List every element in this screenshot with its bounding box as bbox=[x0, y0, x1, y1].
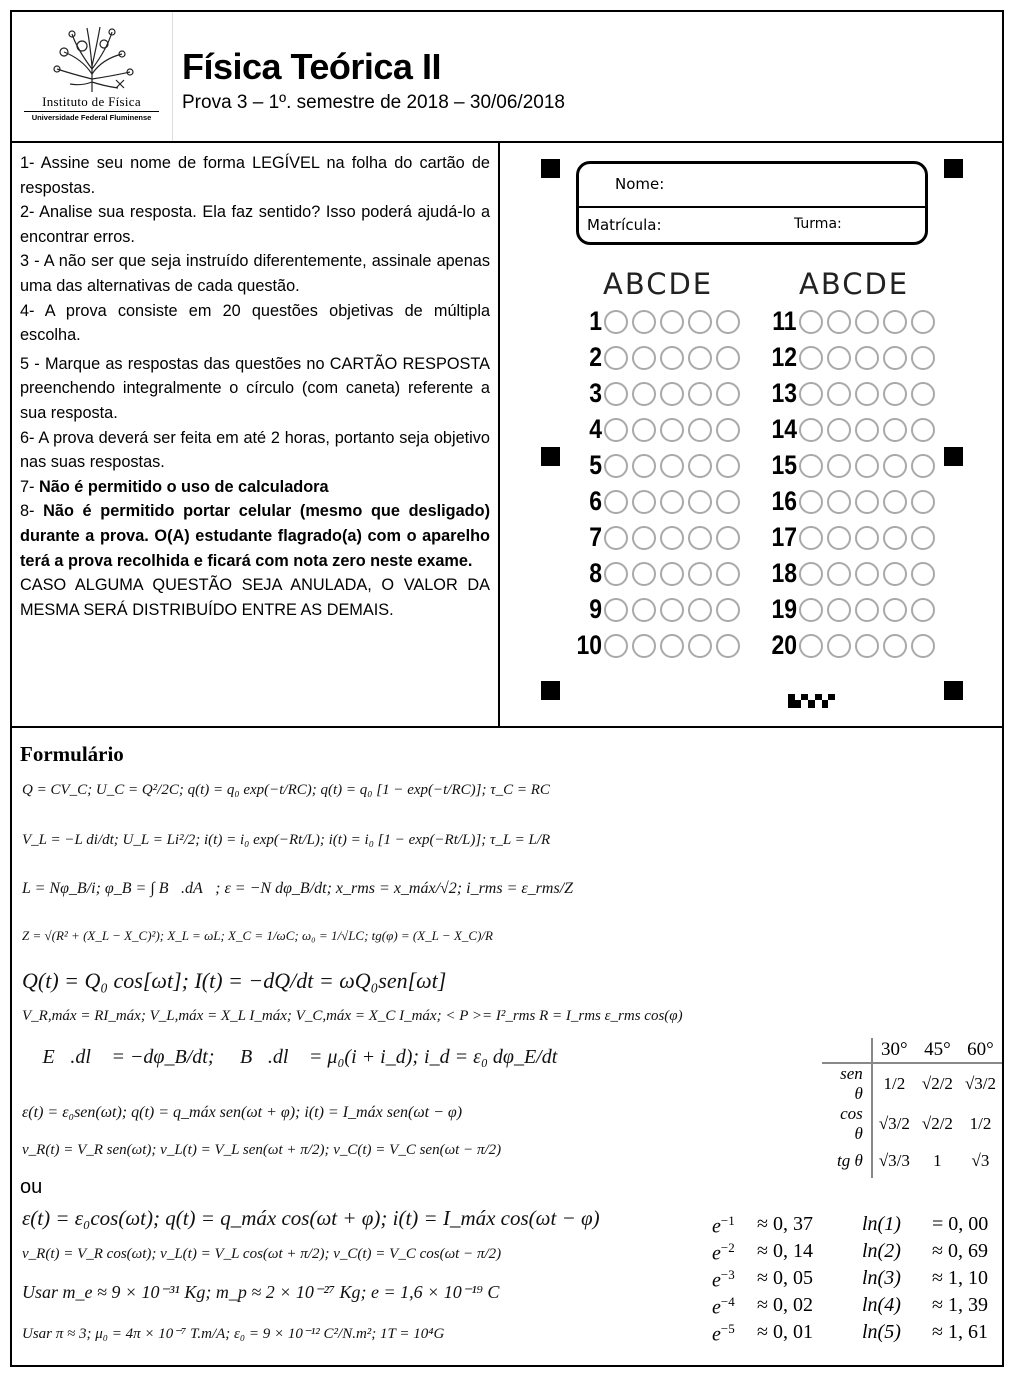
answer-bubble-a[interactable] bbox=[799, 418, 823, 442]
question-row bbox=[771, 594, 935, 630]
name-label: Nome: bbox=[615, 175, 665, 193]
trig-value: 1 bbox=[933, 1151, 942, 1170]
answer-bubble-d[interactable] bbox=[883, 454, 907, 478]
instruction-8-prefix: 8- bbox=[20, 502, 44, 521]
question-number: 14 bbox=[771, 414, 797, 444]
answer-bubble-b[interactable] bbox=[827, 346, 851, 370]
question-number: 19 bbox=[771, 594, 797, 624]
registration-mark-icon bbox=[944, 447, 963, 466]
formula-voltages-sen: v_R(t) = V_R sen(ωt); v_L(t) = V_L sen(ωt + π/2); v_C(t) = V_C sen(ωt − π/2) bbox=[22, 1142, 502, 1158]
question-row bbox=[580, 594, 740, 630]
answer-bubble-a[interactable] bbox=[604, 346, 628, 370]
formula-em-constants: Usar π ≈ 3; μ₀ = 4π × 10⁻⁷ T.m/A; ε₀ = 9 × 10⁻¹² C²/N.m²; 1T = 10⁴G bbox=[22, 1326, 445, 1342]
question-row bbox=[771, 342, 935, 378]
answer-card bbox=[500, 141, 1002, 726]
column-header-left: ABCDE bbox=[603, 267, 714, 301]
answer-bubble-b[interactable] bbox=[827, 526, 851, 550]
trig-value: √3/2 bbox=[964, 1074, 996, 1093]
answer-bubble-b[interactable] bbox=[827, 418, 851, 442]
trig-header-30: 30° bbox=[872, 1038, 916, 1063]
instructions-panel bbox=[12, 141, 500, 726]
trig-row-label: cos θ bbox=[822, 1104, 872, 1144]
answer-bubble-c[interactable] bbox=[855, 382, 879, 406]
answer-bubble-e[interactable] bbox=[716, 634, 740, 658]
column-header-right: ABCDE bbox=[799, 267, 910, 301]
answer-bubble-d[interactable] bbox=[883, 526, 907, 550]
question-row bbox=[580, 378, 740, 414]
answer-bubble-b[interactable] bbox=[632, 310, 656, 334]
question-number: 3 bbox=[589, 378, 602, 408]
question-row bbox=[772, 306, 935, 342]
answer-bubble-e[interactable] bbox=[716, 562, 740, 586]
answer-bubble-c[interactable] bbox=[660, 454, 684, 478]
answer-bubble-a[interactable] bbox=[604, 310, 628, 334]
trig-header-60: 60° bbox=[959, 1038, 1002, 1063]
answer-bubble-c[interactable] bbox=[855, 490, 879, 514]
answer-bubble-c[interactable] bbox=[855, 418, 879, 442]
answer-bubble-c[interactable] bbox=[660, 562, 684, 586]
question-row bbox=[771, 486, 935, 522]
question-row bbox=[771, 450, 935, 486]
answer-bubble-e[interactable] bbox=[716, 346, 740, 370]
answer-bubble-d[interactable] bbox=[688, 382, 712, 406]
answer-bubble-e[interactable] bbox=[911, 346, 935, 370]
answer-bubble-e[interactable] bbox=[911, 598, 935, 622]
answer-bubble-d[interactable] bbox=[883, 382, 907, 406]
answer-bubble-e[interactable] bbox=[911, 526, 935, 550]
question-row bbox=[580, 486, 740, 522]
answer-bubble-e[interactable] bbox=[716, 310, 740, 334]
trig-value: √3 bbox=[971, 1151, 990, 1170]
question-row bbox=[580, 450, 740, 486]
answer-bubble-c[interactable] bbox=[660, 310, 684, 334]
answer-bubble-c[interactable] bbox=[855, 598, 879, 622]
answer-bubble-a[interactable] bbox=[604, 526, 628, 550]
answer-bubble-c[interactable] bbox=[855, 634, 879, 658]
question-row bbox=[771, 522, 935, 558]
answer-bubble-e[interactable] bbox=[911, 454, 935, 478]
answer-bubble-a[interactable] bbox=[799, 490, 823, 514]
trig-value: √2/2 bbox=[921, 1074, 953, 1093]
answer-bubble-e[interactable] bbox=[716, 454, 740, 478]
answer-bubble-b[interactable] bbox=[632, 382, 656, 406]
formula-rc-circuit: Q = CV_C; U_C = Q²/2C; q(t) = q₀ exp(−t/RC); q(t) = q₀ [1 − exp(−t/RC)]; τ_C = RC bbox=[22, 782, 550, 798]
question-number: 4 bbox=[589, 414, 602, 444]
question-row bbox=[580, 342, 740, 378]
question-number: 12 bbox=[771, 342, 797, 372]
formula-impedance: Z = √(R² + (X_L − X_C)²); X_L = ωL; X_C = 1/ωC; ω₀ = 1/√LC; tg(φ) = (X_L − X_C)/R bbox=[22, 928, 493, 943]
institute-name: Instituto de Física bbox=[24, 94, 159, 112]
formula-inductance-flux: L = Nφ_B/i; φ_B = ∫ B⃗.dA⃗; ε = −N dφ_B/dt; x_rms = x_máx/√2; i_rms = ε_rms/Z bbox=[22, 880, 574, 897]
answer-bubble-a[interactable] bbox=[799, 310, 823, 334]
instruction-8-text: Não é permitido portar celular (mesmo que desligado) durante a prova. O(A) estudante flagrado(a) com o aparelho terá a prova recolhida e ficará com nota zero neste exame. bbox=[20, 502, 490, 570]
question-number: 20 bbox=[771, 630, 797, 660]
answer-bubble-d[interactable] bbox=[688, 634, 712, 658]
turma-label: Turma: bbox=[794, 216, 842, 232]
answer-bubble-d[interactable] bbox=[688, 454, 712, 478]
instruction-4: 4- A prova consiste em 20 questões objetivas de múltipla escolha. bbox=[20, 301, 490, 345]
question-number: 13 bbox=[771, 378, 797, 408]
answer-bubble-c[interactable] bbox=[660, 346, 684, 370]
instruction-3: 3 - A não ser que seja instruído diferentemente, assinale apenas uma das alternativas de cada questão. bbox=[20, 252, 490, 295]
trig-header-45: 45° bbox=[916, 1038, 959, 1063]
answer-bubble-a[interactable] bbox=[604, 490, 628, 514]
answer-bubble-d[interactable] bbox=[688, 526, 712, 550]
answer-bubble-c[interactable] bbox=[855, 454, 879, 478]
answer-bubble-a[interactable] bbox=[799, 454, 823, 478]
answer-bubble-b[interactable] bbox=[632, 634, 656, 658]
formula-maxwell: ∮ E⃗.dl⃗ = −dφ_B/dt; ∮ B⃗.dl⃗ = μ₀(i + i_d); i_d = ε₀ dφ_E/dt bbox=[22, 1046, 558, 1068]
trig-value: √2/2 bbox=[921, 1114, 953, 1133]
answer-bubble-e[interactable] bbox=[911, 418, 935, 442]
answer-bubble-d[interactable] bbox=[883, 310, 907, 334]
answer-bubble-a[interactable] bbox=[799, 526, 823, 550]
answer-bubble-a[interactable] bbox=[799, 382, 823, 406]
formula-ac-cos: ε(t) = ε₀cos(ωt); q(t) = q_máx cos(ωt + φ); i(t) = I_máx cos(ωt − φ) bbox=[22, 1206, 600, 1230]
question-number: 6 bbox=[589, 486, 602, 516]
registration-mark-icon bbox=[541, 159, 560, 178]
answer-bubble-a[interactable] bbox=[604, 562, 628, 586]
answer-bubble-e[interactable] bbox=[716, 418, 740, 442]
instruction-2: 2- Analise sua resposta. Ela faz sentido? Isso poderá ajudá-lo a encontrar erros. bbox=[20, 203, 490, 246]
answer-bubble-e[interactable] bbox=[716, 382, 740, 406]
exam-page bbox=[10, 10, 1004, 1367]
question-number: 5 bbox=[589, 450, 602, 480]
question-row bbox=[580, 306, 740, 342]
formulary-section: Formulário Q = CV_C; U_C = Q²/2C; q(t) = q₀ exp(−t/RC); q(t) = q₀ [1 − exp(−t/RC)]; τ_C = RC V_L = −L di/dt; U_L = Li²/2; i(t) = i₀ exp(−Rt/L); i(t) = i₀ [1 − exp(−Rt/L)]; τ_L = L/R L = Nφ_B/i; φ_B = ∫ B⃗.dA⃗; ε = −N dφ_B/dt; x_rms = x_máx/√2; i_rms = ε_rms/Z Z = √(R² + (X_L − X_C)²); X_L = ωL; X_C = 1/ωC; ω₀ = 1/√LC; tg(φ) = (X_L − X_C)/R Q(t) = Q₀ cos[ωt]; I(t) = −dQ/dt = ωQ₀sen[ωt] V_R,máx = RI_máx; V_L,máx = X_L I_máx; V_C,máx = X_C I_máx; < P >= I²_rms R = I_rms ε_rms cos(φ) ∮ E⃗.dl⃗ = −dφ_B/dt; ∮ B⃗.dl⃗ = μ₀(i + i_d); i_d = ε₀ dφ_E/dt ε(t) = ε₀sen(ωt); q(t) = q_máx sen(ωt + φ); i(t) = I_máx sen(ωt − φ) v_R(t) = V_R sen(ωt); v_L(t) = V_L sen(ωt + π/2); v_C(t) = V_C sen(ωt − π/2) ou ε(t) = ε₀cos(ωt); q(t) = q_máx cos(ωt + φ); i(t) = I_máx cos(ωt − φ) v_R(t) = V_R cos(ωt); v_L(t) = V_L cos(ωt + π/2); v_C(t) = V_C cos(ωt − π/2) Usar m_e ≈ 9 × 10⁻³¹ Kg; m_p ≈ 2 × 10⁻²⁷ Kg; e = 1,6 × 10⁻¹⁹ C Usar π ≈ 3; μ₀ = 4π × 10⁻⁷ T.m/A; ε₀ = 9 × 10⁻¹² C²/N.m²; 1T = 10⁴G 30° 45° 60° sen θ 1/2 √2/2 √3/2 cos θ √3/2 √2/2 1/2 tg θ √3/3 1 √3 $e^{-1}$ ≈ 0, 37 ln(1) = 0, 00 $e^{-2}$ ≈ 0, 14 ln(2) ≈ 0, 69 $e^{-3}$ ≈ 0, 05 ln(3) ≈ 1, 10 $e^{-4}$ ≈ 0, 02 ln(4) ≈ 1, 39 $e^{-5}$ ≈ 0, 01 ln(5) ≈ 1, 61 bbox=[12, 726, 1002, 1369]
answer-bubble-b[interactable] bbox=[827, 634, 851, 658]
answer-bubble-a[interactable] bbox=[604, 634, 628, 658]
registration-mark-icon bbox=[541, 447, 560, 466]
answer-bubble-d[interactable] bbox=[688, 562, 712, 586]
answer-bubble-c[interactable] bbox=[855, 346, 879, 370]
question-number: 11 bbox=[772, 306, 797, 336]
question-number: 18 bbox=[771, 558, 797, 588]
answer-bubble-d[interactable] bbox=[688, 490, 712, 514]
timing-marks-icon bbox=[788, 694, 836, 708]
trig-value: 1/2 bbox=[969, 1114, 992, 1133]
page-title: Física Teórica II bbox=[182, 46, 441, 87]
answer-bubble-b[interactable] bbox=[632, 454, 656, 478]
question-row bbox=[771, 630, 935, 666]
answer-bubble-b[interactable] bbox=[632, 526, 656, 550]
answer-bubble-b[interactable] bbox=[827, 454, 851, 478]
instruction-7 bbox=[20, 475, 490, 500]
trig-value: √3/2 bbox=[878, 1114, 910, 1133]
answer-bubble-d[interactable] bbox=[688, 598, 712, 622]
question-number: 16 bbox=[771, 486, 797, 516]
or-label: ou bbox=[20, 1176, 43, 1198]
answer-bubble-a[interactable] bbox=[799, 346, 823, 370]
exam-subtitle: Prova 3 – 1º. semestre de 2018 – 30/06/2018 bbox=[182, 92, 565, 113]
instruction-7-prefix: 7- bbox=[20, 477, 40, 496]
answer-bubble-d[interactable] bbox=[883, 634, 907, 658]
answer-bubble-b[interactable] bbox=[632, 418, 656, 442]
question-row bbox=[580, 558, 740, 594]
question-row bbox=[771, 558, 935, 594]
student-info-box bbox=[576, 161, 928, 245]
answer-bubble-b[interactable] bbox=[827, 382, 851, 406]
answer-bubble-a[interactable] bbox=[604, 382, 628, 406]
answer-bubble-c[interactable] bbox=[855, 526, 879, 550]
divider bbox=[579, 206, 925, 208]
question-number: 1 bbox=[589, 306, 602, 336]
question-number: 8 bbox=[589, 558, 602, 588]
trig-table bbox=[822, 1038, 1002, 1178]
answer-bubble-e[interactable] bbox=[716, 598, 740, 622]
answer-bubble-a[interactable] bbox=[799, 598, 823, 622]
answer-bubble-e[interactable] bbox=[911, 310, 935, 334]
answer-bubble-d[interactable] bbox=[688, 418, 712, 442]
question-number: 9 bbox=[589, 594, 602, 624]
registration-mark-icon bbox=[944, 159, 963, 178]
answer-bubble-b[interactable] bbox=[827, 310, 851, 334]
trig-value: 1/2 bbox=[883, 1074, 906, 1093]
answer-bubble-b[interactable] bbox=[632, 598, 656, 622]
instruction-7-text: Não é permitido o uso de calculadora bbox=[39, 477, 329, 496]
answer-bubble-e[interactable] bbox=[911, 490, 935, 514]
answer-bubble-a[interactable] bbox=[604, 418, 628, 442]
answer-bubble-e[interactable] bbox=[911, 562, 935, 586]
formula-voltages-cos: v_R(t) = V_R cos(ωt); v_L(t) = V_L cos(ωt + π/2); v_C(t) = V_C cos(ωt − π/2) bbox=[22, 1246, 502, 1262]
question-row bbox=[580, 414, 740, 450]
instruction-5: 5 - Marque as respostas das questões no CARTÃO RESPOSTA preenchendo integralmente o círculo (com caneta) referente a sua resposta. bbox=[20, 354, 490, 422]
question-row bbox=[771, 414, 935, 450]
trig-row-label: sen θ bbox=[822, 1063, 872, 1104]
exam-header bbox=[12, 12, 1002, 143]
answer-bubble-c[interactable] bbox=[660, 634, 684, 658]
answer-bubble-e[interactable] bbox=[716, 490, 740, 514]
answer-bubble-b[interactable] bbox=[827, 490, 851, 514]
formula-max-voltages: V_R,máx = RI_máx; V_L,máx = X_L I_máx; V_C,máx = X_C I_máx; < P >= I²_rms R = I_rms ε_rms cos(φ) bbox=[22, 1008, 683, 1024]
answer-bubble-c[interactable] bbox=[855, 310, 879, 334]
answer-bubble-b[interactable] bbox=[632, 562, 656, 586]
answer-bubble-d[interactable] bbox=[688, 310, 712, 334]
answer-bubble-c[interactable] bbox=[660, 490, 684, 514]
answer-bubble-d[interactable] bbox=[883, 490, 907, 514]
answer-bubble-e[interactable] bbox=[716, 526, 740, 550]
question-number: 17 bbox=[771, 522, 797, 552]
registration-mark-icon bbox=[541, 681, 560, 700]
question-number: 7 bbox=[589, 522, 602, 552]
formula-ac-sen: ε(t) = ε₀sen(ωt); q(t) = q_máx sen(ωt + φ); i(t) = I_máx sen(ωt − φ) bbox=[22, 1104, 463, 1121]
answer-bubble-e[interactable] bbox=[911, 382, 935, 406]
answer-bubble-d[interactable] bbox=[883, 562, 907, 586]
tree-logo-icon bbox=[42, 24, 142, 94]
answer-bubble-b[interactable] bbox=[827, 598, 851, 622]
formula-lc-oscillation: Q(t) = Q₀ cos[ωt]; I(t) = −dQ/dt = ωQ₀sen[ωt] bbox=[22, 968, 447, 993]
question-number: 15 bbox=[771, 450, 797, 480]
registration-mark-icon bbox=[944, 681, 963, 700]
answer-bubble-d[interactable] bbox=[883, 346, 907, 370]
institute-logo bbox=[12, 12, 173, 141]
formula-rl-circuit: V_L = −L di/dt; U_L = Li²/2; i(t) = i₀ exp(−Rt/L); i(t) = i₀ [1 − exp(−Rt/L)]; τ_L = L/R bbox=[22, 832, 551, 848]
instruction-8 bbox=[20, 499, 490, 573]
question-number: 2 bbox=[589, 342, 602, 372]
question-row bbox=[580, 522, 740, 558]
answer-bubble-c[interactable] bbox=[660, 418, 684, 442]
university-name: Universidade Federal Fluminense bbox=[31, 113, 152, 122]
instruction-6: 6- A prova deverá ser feita em até 2 horas, portanto seja objetivo nas suas respostas. bbox=[20, 428, 490, 472]
trig-value: √3/3 bbox=[878, 1151, 910, 1170]
instruction-1: 1- Assine seu nome de forma LEGÍVEL na folha do cartão de respostas. bbox=[20, 154, 490, 197]
answer-bubble-b[interactable] bbox=[632, 346, 656, 370]
answer-bubble-b[interactable] bbox=[827, 562, 851, 586]
question-number: 10 bbox=[576, 630, 602, 660]
answer-bubble-a[interactable] bbox=[799, 562, 823, 586]
answer-bubble-d[interactable] bbox=[688, 346, 712, 370]
question-row bbox=[771, 378, 935, 414]
answer-bubble-c[interactable] bbox=[660, 598, 684, 622]
answer-bubble-c[interactable] bbox=[855, 562, 879, 586]
trig-row-label: tg θ bbox=[822, 1144, 872, 1178]
answer-bubble-d[interactable] bbox=[883, 418, 907, 442]
answer-bubble-a[interactable] bbox=[799, 634, 823, 658]
answer-bubble-a[interactable] bbox=[604, 454, 628, 478]
answer-bubble-d[interactable] bbox=[883, 598, 907, 622]
answer-bubble-c[interactable] bbox=[660, 382, 684, 406]
formulary-title: Formulário bbox=[20, 742, 124, 766]
answer-bubble-b[interactable] bbox=[632, 490, 656, 514]
answer-bubble-e[interactable] bbox=[911, 634, 935, 658]
matricula-label: Matrícula: bbox=[587, 216, 662, 234]
question-row bbox=[576, 630, 740, 666]
annulment-note: CASO ALGUMA QUESTÃO SEJA ANULADA, O VALOR DA MESMA SERÁ DISTRIBUÍDO ENTRE AS DEMAIS. bbox=[20, 576, 490, 619]
answer-bubble-c[interactable] bbox=[660, 526, 684, 550]
answer-bubble-a[interactable] bbox=[604, 598, 628, 622]
formula-particle-constants: Usar m_e ≈ 9 × 10⁻³¹ Kg; m_p ≈ 2 × 10⁻²⁷ Kg; e = 1,6 × 10⁻¹⁹ C bbox=[22, 1282, 500, 1302]
